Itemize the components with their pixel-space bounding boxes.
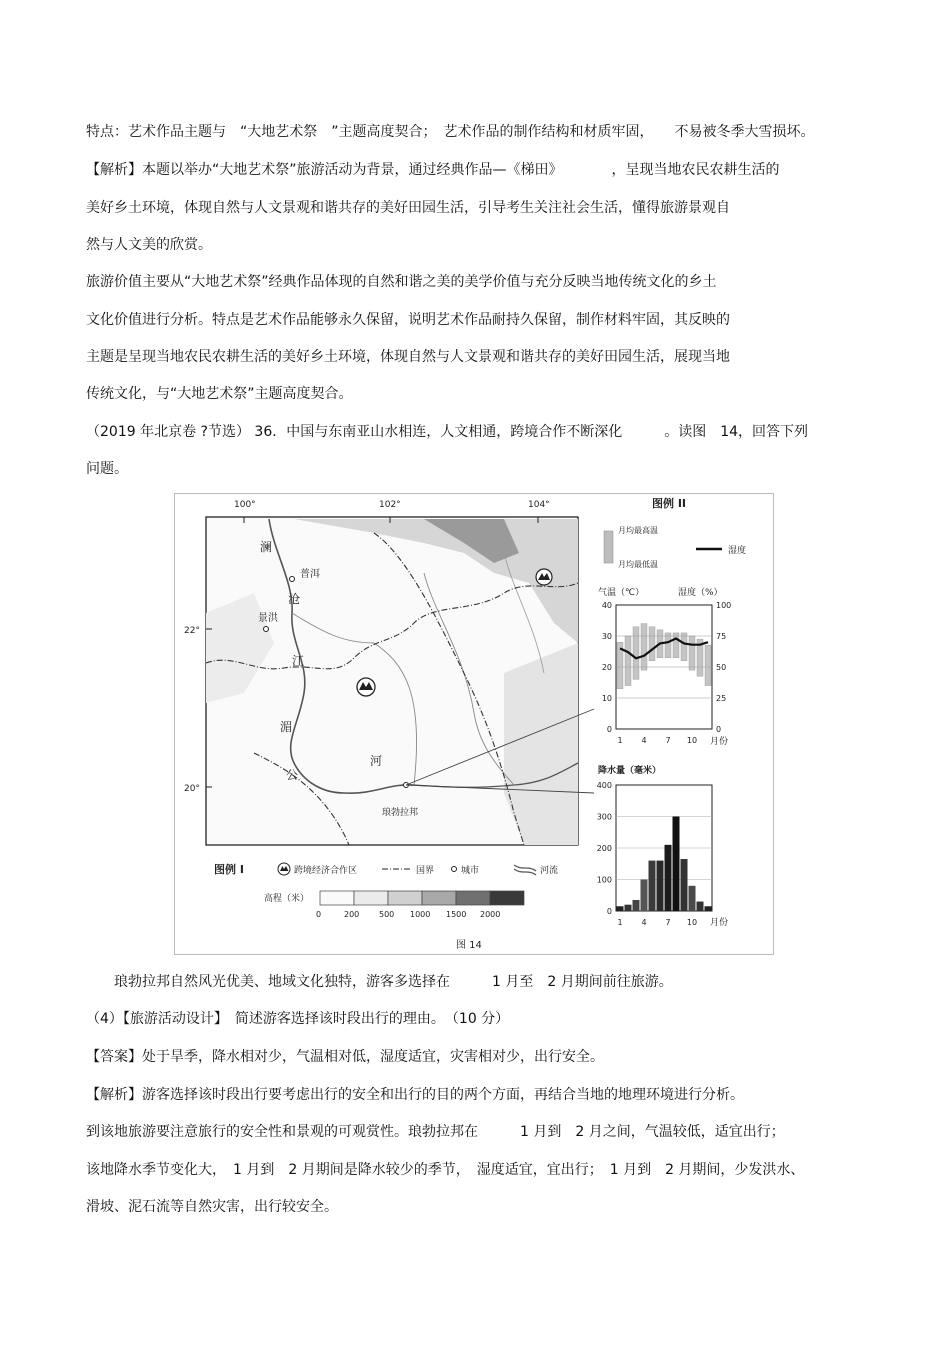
climate-y2tick: 25 [716, 694, 727, 703]
precip-ytick: 0 [606, 907, 612, 916]
precip-chart [597, 764, 728, 928]
city-jinghong-icon [264, 627, 269, 632]
text-line-17: 滑坡、泥石流等自然灾害，出行较安全。 [86, 1199, 338, 1215]
elev-tick-500: 500 [379, 910, 395, 919]
text-line-4: 然与人文美的欣赏。 [86, 237, 212, 253]
elev-tick-200: 200 [344, 910, 360, 919]
text-line-5: 旅游价值主要从“大地艺术祭”经典作品体现的自然和谐之美的美学价值与充分反映当地传统文化的乡土 [86, 274, 717, 290]
elev-tick-1000: 1000 [410, 910, 431, 919]
text-line-10: 问题。 [86, 461, 128, 477]
precip-xtick: 4 [641, 918, 647, 927]
precip-ytick: 400 [596, 781, 612, 790]
text-line-16: 该地降水季节变化大， 1 月到 2 月期间是降水较少的季节， 湿度适宜，宜出行； 1 月到 2 月期间，少发洪水、 [86, 1162, 805, 1178]
cooperation-zone-icon-2 [536, 569, 552, 585]
climate-ytick: 0 [606, 725, 612, 734]
legend-river-label: 河流 [540, 866, 559, 876]
temp-range-bar [625, 636, 631, 686]
city-puer-icon [290, 577, 295, 582]
climate-y2tick: 100 [716, 601, 732, 610]
climate-ylabel: 气温（℃） [598, 588, 645, 598]
climate-y2tick: 50 [716, 663, 727, 672]
precip-bar [633, 900, 640, 911]
precip-ytick: 100 [596, 875, 612, 885]
river-char-jiang: 江 [292, 654, 305, 668]
precip-bar [673, 817, 680, 912]
place-puer: 普洱 [300, 569, 320, 580]
elevation-label: 高程（米） [264, 894, 310, 904]
legend-border-label: 国界 [416, 866, 435, 876]
text-line-9: （2019 年北京卷 ?节选） 36．中国与东南亚山水相连，人文相通，跨境合作不断深化 。读图 14，回答下列 [86, 424, 809, 440]
climate-chart [598, 586, 731, 747]
climate-ytick: 30 [601, 632, 612, 641]
elevation-scale [320, 891, 524, 905]
precip-xlabel: 月份 [710, 918, 729, 928]
precip-xtick: 10 [686, 918, 698, 927]
legend2-bar-symbol [604, 531, 613, 563]
precip-title: 降水量（毫米） [598, 766, 662, 776]
precip-bar [689, 886, 696, 911]
precip-xtick: 7 [665, 918, 671, 927]
elev-tick-0: 0 [316, 910, 322, 919]
legend2-line-label: 湿度 [728, 546, 747, 556]
precip-xtick: 1 [617, 918, 623, 927]
text-line-15: 到该地旅游要注意旅行的安全性和景观的可观赏性。琅勃拉邦在 1 月到 2 月之间，气温较低，适宜出行； [86, 1124, 785, 1140]
text-line-8: 传统文化，与“大地艺术祭”主题高度契合。 [86, 386, 353, 402]
precip-bar [657, 861, 664, 911]
text-line-6: 文化价值进行分析。特点是艺术作品能够永久保留，说明艺术作品耐持久保留，制作材料牢固，其反映的 [86, 312, 730, 328]
precip-ytick: 200 [596, 844, 612, 853]
precip-bar [641, 880, 648, 912]
river-char-cang: 沧 [288, 592, 301, 606]
terrain-east [504, 643, 578, 845]
elev-tick-2000: 2000 [480, 910, 501, 919]
legend2-bar-top: 月均最高温 [618, 526, 658, 535]
figure-14 [174, 493, 774, 955]
precip-bar [625, 905, 632, 911]
legend-city-symbol [452, 867, 457, 872]
legend-city-label: 城市 [461, 866, 480, 876]
climate-xtick: 4 [641, 736, 647, 745]
text-line-2: 【解析】本题以举办“大地艺术祭”旅游活动为背景，通过经典作品—《梯田》 ，呈现当地农民农耕生活的 [86, 162, 780, 178]
text-line-11: 琅勃拉邦自然风光优美、地域文化独特，游客多选择在 1 月至 2 月期间前往旅游。 [86, 974, 673, 990]
precip-ytick: 300 [596, 812, 612, 822]
climate-xtick: 7 [665, 736, 671, 745]
temp-range-bar [641, 624, 647, 671]
climate-y2label: 湿度（%） [678, 588, 723, 598]
lat-label-20: 20° [184, 784, 200, 794]
precip-bar [617, 906, 624, 911]
climate-ytick: 10 [601, 694, 612, 703]
precip-bar [649, 861, 656, 911]
temp-range-bar [649, 627, 655, 661]
place-jinghong: 景洪 [258, 613, 278, 624]
temp-range-bar [705, 645, 711, 685]
precip-bar [665, 845, 672, 911]
river-char-mei: 湄 [280, 720, 293, 734]
river-char-gong: 公 [286, 768, 299, 782]
climate-ytick: 20 [601, 663, 612, 672]
climate-y2tick: 75 [716, 632, 727, 641]
climate-xlabel: 月份 [710, 737, 729, 747]
lon-label-100: 100° [234, 500, 256, 510]
climate-xtick: 10 [686, 736, 698, 745]
river-char-he: 河 [370, 754, 383, 768]
temp-range-bar [689, 636, 695, 670]
precip-bar [697, 902, 704, 911]
legend1-title: 图例 I [214, 863, 244, 876]
elev-tick-1500: 1500 [446, 910, 467, 919]
temp-range-bar [665, 633, 671, 658]
legend-cooperation-zone [278, 863, 290, 875]
text-line-7: 主题是呈现当地农民农耕生活的美好乡土环境，体现自然与人文景观和谐共存的美好田园生活，展现当地 [86, 349, 730, 365]
climate-xtick: 1 [617, 736, 623, 745]
lat-label-22: 22° [184, 626, 200, 636]
legend2-title: 图例 II [652, 497, 687, 510]
text-line-14: 【解析】游客选择该时段出行要考虑出行的安全和出行的目的两个方面，再结合当地的地理环境进行分析。 [86, 1087, 744, 1103]
lon-label-102: 102° [379, 500, 401, 510]
text-line-13: 【答案】处于旱季，降水相对少，气温相对低，湿度适宜，灾害相对少，出行安全。 [86, 1049, 604, 1065]
place-luangprabang: 琅勃拉邦 [382, 808, 419, 818]
figure-caption: 图 14 [456, 940, 482, 951]
legend2-bar-bottom: 月均最低温 [618, 560, 658, 569]
climate-y2tick: 0 [716, 725, 722, 734]
temp-range-bar [681, 633, 687, 661]
lon-label-104: 104° [528, 500, 550, 510]
precip-bar [705, 906, 712, 911]
temp-range-bar [633, 627, 639, 680]
precip-bar [681, 859, 688, 911]
text-line-12: （4）【旅游活动设计】 简述游客选择该时段出行的理由。 （10 分） [86, 1011, 510, 1027]
cooperation-zone-icon [357, 678, 375, 696]
climate-ytick: 40 [601, 601, 612, 610]
temp-range-bar [673, 633, 679, 658]
legend-zone-label: 跨境经济合作区 [294, 866, 358, 876]
river-char-lan: 澜 [260, 540, 273, 554]
figure-svg [174, 493, 774, 955]
text-line-1: 特点：艺术作品主题与 “大地艺术祭 ”主题高度契合； 艺术作品的制作结构和材质牢固， 不易被冬季大雪损坏。 [86, 124, 815, 140]
text-line-3: 美好乡土环境，体现自然与人文景观和谐共存的美好田园生活，引导考生关注社会生活，懂得旅游景观自 [86, 200, 730, 216]
